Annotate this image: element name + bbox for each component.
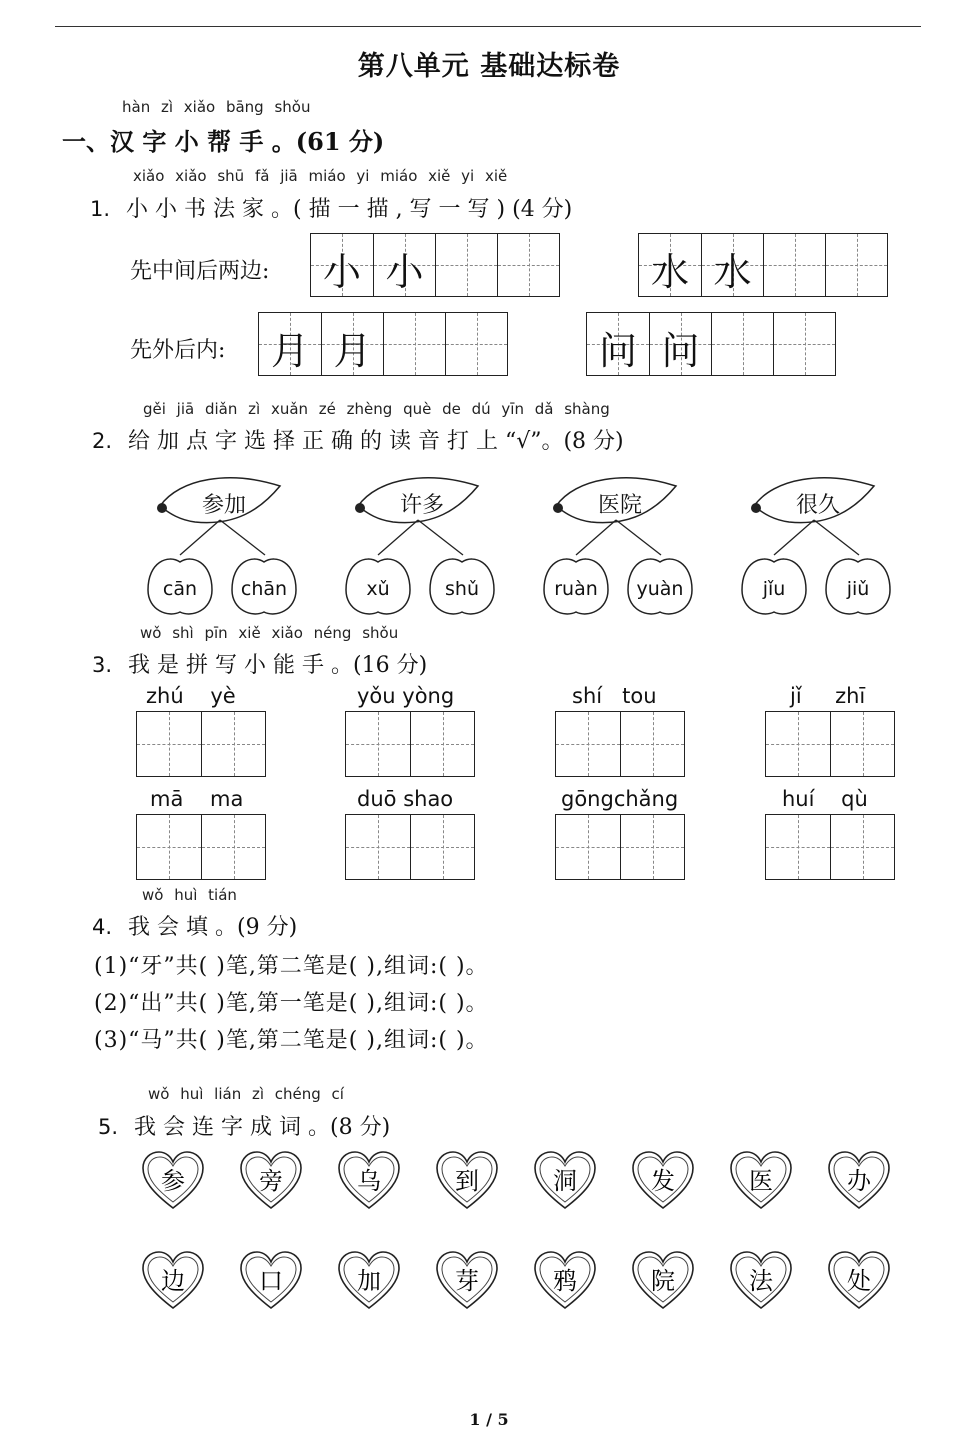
grid-cell[interactable] [201, 712, 265, 776]
leaf-apple-group-2 [338, 470, 518, 624]
fill-line-1[interactable]: (1)“牙”共( )笔,第二笔是( ),组词:( )。 [94, 954, 489, 979]
heart-character-card[interactable] [728, 1250, 794, 1316]
leaf-apple-group-1 [140, 470, 320, 624]
section1-pinyin: hàn zì xiǎo bāng shǒu [122, 98, 311, 116]
answer-grid[interactable] [555, 814, 685, 880]
reading-option[interactable]: yuàn [636, 578, 684, 600]
fill-line-2[interactable]: (2)“出”共( )笔,第一笔是( ),组词:( )。 [94, 991, 489, 1016]
page-number: 1 / 5 [469, 1410, 509, 1429]
heart-icon [630, 1250, 696, 1312]
fill-line-3[interactable]: (3)“马”共( )笔,第二笔是( ),组词:( )。 [94, 1028, 489, 1053]
heart-icon [140, 1250, 206, 1312]
heart-character-card[interactable] [336, 1150, 402, 1216]
q1-prompt [90, 192, 572, 223]
top-rule [55, 26, 921, 27]
heart-icon [630, 1150, 696, 1212]
grid-cell[interactable]: 水 [639, 234, 701, 296]
answer-grid[interactable] [555, 711, 685, 777]
grid-cell[interactable] [620, 712, 684, 776]
heart-character-card[interactable] [630, 1150, 696, 1216]
grid-cell[interactable] [556, 815, 620, 879]
heart-character: 院 [651, 1267, 675, 1295]
grid-cell[interactable] [711, 313, 773, 375]
answer-grid[interactable] [345, 814, 475, 880]
heart-character: 发 [651, 1167, 675, 1195]
grid-cell[interactable] [137, 815, 201, 879]
q5-number: 5. [98, 1115, 119, 1139]
heart-character: 洞 [553, 1167, 577, 1195]
q4-text: 我 会 填 。(9 分) [128, 915, 298, 940]
grid-cell[interactable] [830, 815, 894, 879]
leaf-apple-group-3 [536, 470, 716, 624]
q2-pinyin: gěi jiā diǎn zì xuǎn zé zhèng què de dú yīn dǎ shàng [143, 400, 610, 418]
q3-text: 我 是 拼 写 小 能 手 。(16 分) [128, 653, 428, 678]
q3-pinyin: wǒ shì pīn xiě xiǎo néng shǒu [140, 624, 399, 642]
q4-pinyin: wǒ huì tián [142, 886, 237, 904]
grid-cell[interactable]: 小 [311, 234, 373, 296]
q1-row1-label: 先中间后两边: [130, 259, 270, 284]
q5-prompt [98, 1110, 390, 1141]
heart-icon [728, 1150, 794, 1212]
writing-grid-3[interactable] [258, 312, 508, 376]
grid-cell[interactable] [830, 712, 894, 776]
grid-cell[interactable] [383, 313, 445, 375]
grid-cell[interactable]: 水 [701, 234, 763, 296]
q1-row2-label: 先外后内: [130, 338, 226, 363]
heart-icon [434, 1150, 500, 1212]
writing-grid-2[interactable] [638, 233, 888, 297]
heart-icon [336, 1250, 402, 1312]
heart-character-card[interactable] [434, 1250, 500, 1316]
grid-cell[interactable]: 问 [649, 313, 711, 375]
q4-prompt [92, 910, 297, 941]
grid-cell[interactable] [445, 313, 507, 375]
pinyin-word: mā ma [150, 787, 244, 811]
leaf-word: 医院 [598, 493, 643, 518]
q1-text: 小 小 书 法 家 。( 描 一 描 , 写 一 写 ) (4 分) [126, 197, 573, 222]
reading-option[interactable]: jǐu [762, 578, 786, 600]
reading-option[interactable]: xǔ [366, 578, 390, 600]
leaf-word: 很久 [796, 493, 841, 518]
heart-icon [826, 1150, 892, 1212]
heart-character-card[interactable] [434, 1150, 500, 1216]
q3-number: 3. [92, 653, 113, 677]
answer-grid[interactable] [765, 711, 895, 777]
grid-cell[interactable] [766, 815, 830, 879]
q5-text: 我 会 连 字 成 词 。(8 分) [134, 1115, 391, 1140]
heart-icon [336, 1150, 402, 1212]
leaf-word: 许多 [400, 493, 445, 518]
answer-grid[interactable] [765, 814, 895, 880]
q2-number: 2. [92, 429, 113, 453]
writing-grid-1[interactable] [310, 233, 560, 297]
page-title: 第八单元 基础达标卷 [357, 51, 621, 82]
grid-cell[interactable] [201, 815, 265, 879]
grid-cell[interactable] [556, 712, 620, 776]
leaf-word: 参加 [202, 493, 247, 518]
grid-cell[interactable] [435, 234, 497, 296]
reading-option[interactable]: shǔ [445, 578, 479, 600]
heart-character-card[interactable] [238, 1150, 304, 1216]
heart-character: 处 [847, 1267, 871, 1295]
heart-character-card[interactable] [140, 1250, 206, 1316]
reading-option[interactable]: chān [240, 578, 288, 600]
grid-cell[interactable]: 问 [587, 313, 649, 375]
reading-option[interactable]: cān [162, 578, 198, 600]
q2-prompt [92, 424, 624, 455]
grid-cell[interactable]: 小 [373, 234, 435, 296]
heart-character: 参 [161, 1167, 185, 1195]
grid-cell[interactable] [137, 712, 201, 776]
q2-text: 给 加 点 字 选 择 正 确 的 读 音 打 上 “√”。(8 分) [128, 429, 624, 454]
heart-icon [532, 1150, 598, 1212]
heart-character: 边 [161, 1267, 185, 1295]
grid-cell[interactable] [346, 815, 410, 879]
pinyin-word: gōngchǎng [561, 787, 679, 811]
answer-grid[interactable] [136, 711, 266, 777]
heart-icon [728, 1250, 794, 1312]
heart-icon [532, 1250, 598, 1312]
heart-icon [826, 1250, 892, 1312]
heart-character: 口 [259, 1267, 283, 1295]
pinyin-word: shí tou [572, 684, 657, 708]
heart-character-card[interactable] [140, 1150, 206, 1216]
heart-icon [238, 1250, 304, 1312]
grid-cell[interactable] [410, 712, 474, 776]
grid-cell[interactable] [825, 234, 887, 296]
reading-option[interactable]: jiǔ [846, 578, 870, 600]
heart-character-card[interactable] [336, 1250, 402, 1316]
heart-character-card[interactable] [826, 1250, 892, 1316]
q1-number: 1. [90, 197, 111, 221]
heart-character: 乌 [357, 1167, 381, 1195]
heart-character: 法 [749, 1267, 773, 1295]
heart-character: 芽 [455, 1267, 479, 1295]
reading-option[interactable]: ruàn [554, 578, 598, 600]
heart-character: 医 [749, 1167, 773, 1195]
q5-pinyin: wǒ huì lián zì chéng cí [148, 1085, 344, 1103]
q3-prompt [92, 648, 427, 679]
heart-character-card[interactable] [630, 1250, 696, 1316]
heart-character-card[interactable] [826, 1150, 892, 1216]
heart-icon [140, 1150, 206, 1212]
heart-character: 鸦 [553, 1267, 577, 1295]
heart-icon [238, 1150, 304, 1212]
grid-cell[interactable] [346, 712, 410, 776]
grid-cell[interactable] [620, 815, 684, 879]
pinyin-word: jǐ zhī [790, 684, 866, 708]
pinyin-word: zhú yè [146, 684, 236, 708]
heart-character: 办 [847, 1167, 871, 1195]
answer-grid[interactable] [345, 711, 475, 777]
heart-character: 加 [357, 1267, 381, 1295]
answer-grid[interactable] [136, 814, 266, 880]
writing-grid-4[interactable] [586, 312, 836, 376]
grid-cell[interactable] [410, 815, 474, 879]
heart-character-card[interactable] [728, 1150, 794, 1216]
section1-heading: 一、汉 字 小 帮 手 。(61 分) [62, 127, 385, 156]
leaf-apple-group-4 [734, 470, 914, 624]
q4-number: 4. [92, 915, 113, 939]
heart-character-card[interactable] [532, 1250, 598, 1316]
grid-cell[interactable]: 月 [321, 313, 383, 375]
heart-character-card[interactable] [238, 1250, 304, 1316]
grid-cell[interactable] [766, 712, 830, 776]
grid-cell[interactable]: 月 [259, 313, 321, 375]
heart-icon [434, 1250, 500, 1312]
grid-cell[interactable] [773, 313, 835, 375]
grid-cell[interactable] [763, 234, 825, 296]
pinyin-word: huí qù [782, 787, 868, 811]
pinyin-word: yǒu yòng [357, 684, 455, 708]
pinyin-word: duō shao [357, 787, 454, 811]
heart-character: 旁 [259, 1167, 283, 1195]
grid-cell[interactable] [497, 234, 559, 296]
heart-character: 到 [455, 1167, 479, 1195]
q1-pinyin: xiǎo xiǎo shū fǎ jiā miáo yi miáo xiě yi xiě [133, 167, 508, 185]
heart-character-card[interactable] [532, 1150, 598, 1216]
